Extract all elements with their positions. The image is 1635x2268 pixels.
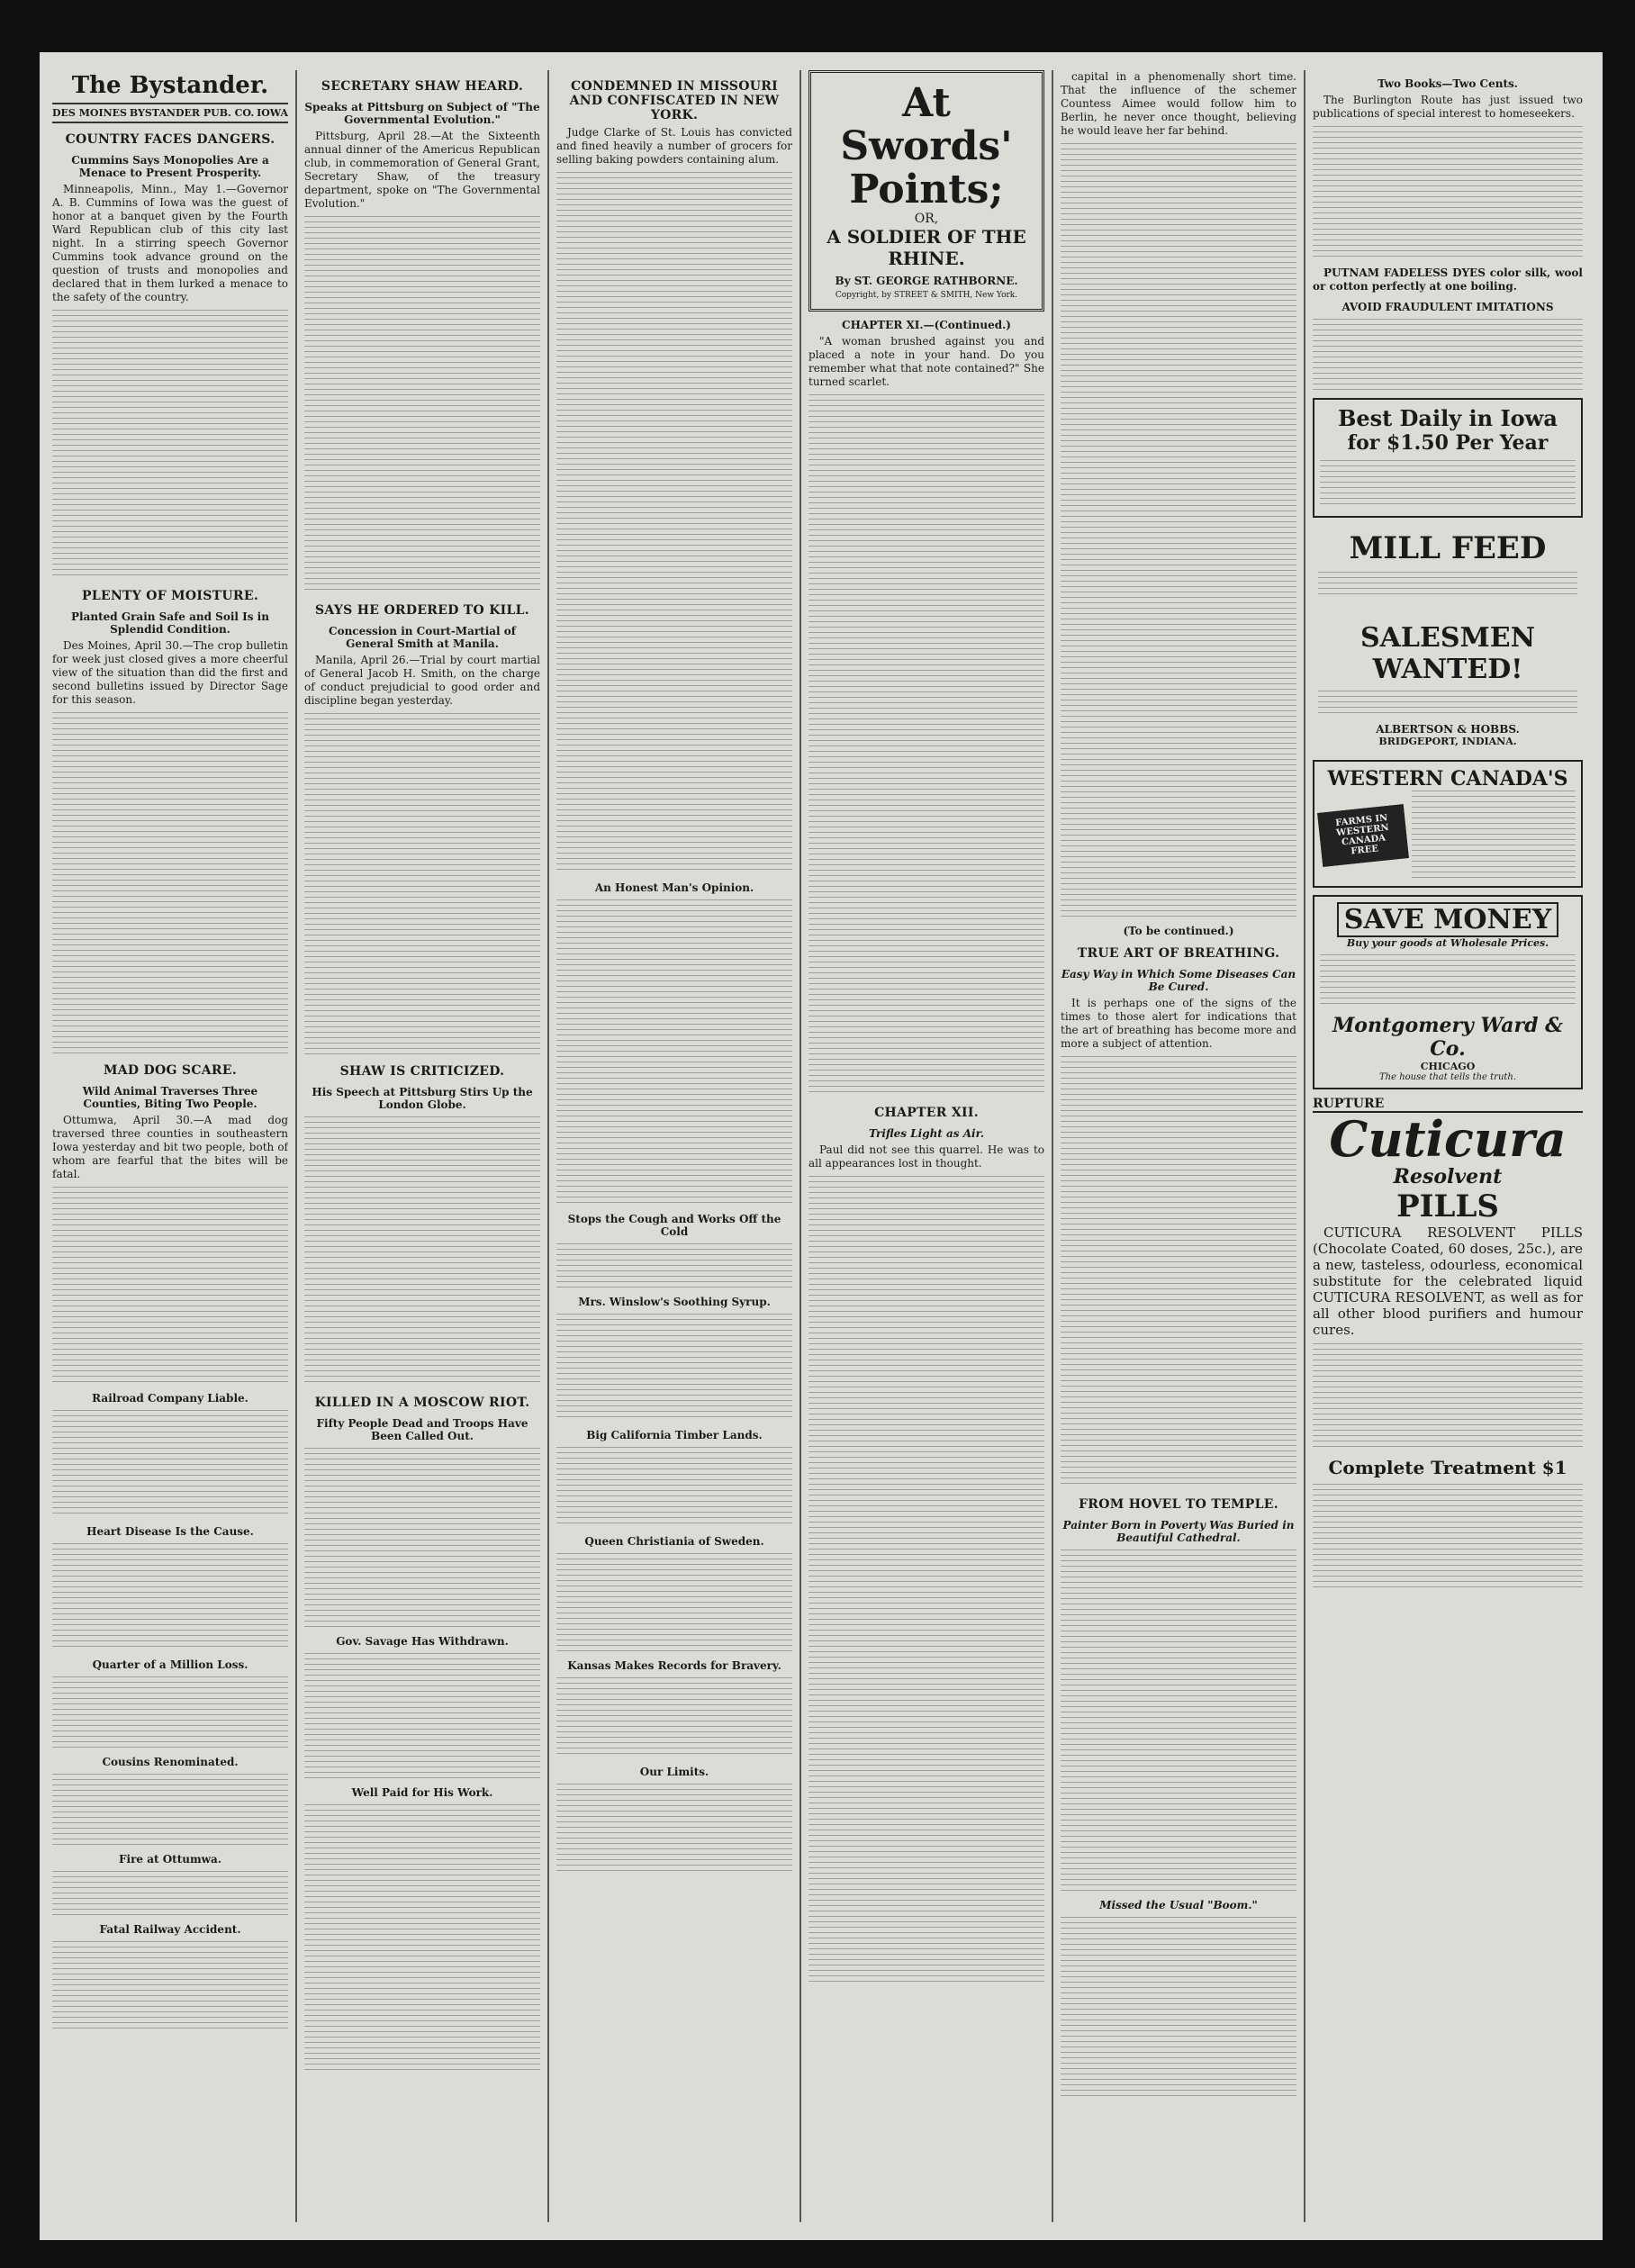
ad-save-money-brand: Montgomery Ward & Co.	[1332, 1014, 1564, 1061]
headline: An Honest Man's Opinion.	[594, 881, 754, 894]
ad-western-canada	[1313, 760, 1583, 888]
article-text: It is perhaps one of the signs of the times to those alert for indications that the art of breathing has become more and more a subject of attention.	[1061, 997, 1296, 1050]
article-text-block	[1061, 1917, 1296, 2097]
serial-or: OR,	[914, 212, 939, 226]
serial-title-box	[808, 70, 1044, 312]
article-text: Paul did not see this quarrel. He was to all appearances lost in thought.	[808, 1143, 1044, 1170]
article-text-block	[304, 216, 540, 594]
article-text: capital in a phenomenally short time. That the influence of the schemer Countess Aimee would follow him to Berlin, he never once thought, believing he would leave her far behind.	[1061, 70, 1296, 137]
ad-western-canada-badge: FARMS IN WESTERN CANADA FREE	[1317, 804, 1409, 867]
article-text-block	[556, 1243, 792, 1288]
ad-text-block	[1412, 791, 1576, 881]
headline: KILLED IN A MOSCOW RIOT.	[314, 1396, 530, 1410]
masthead-info	[52, 104, 288, 123]
article-text-block	[1061, 1056, 1296, 1488]
ad-cuticura-text: CUTICURA RESOLVENT PILLS (Chocolate Coated, 60 doses, 25c.), are a new, tasteless, odourless, economical substitute for the celebrated liquid CUTICURA RESOLVENT, as well as for all other blood purifiers and humour cures.	[1313, 1224, 1583, 1338]
column-rule	[547, 70, 549, 2222]
article-text-block	[808, 394, 1044, 1097]
article-text-block	[556, 172, 792, 874]
headline: Mrs. Winslow's Soothing Syrup.	[578, 1296, 771, 1308]
article-text-block	[52, 1871, 288, 1916]
ad-best-daily-head: Best Daily in Iowa	[1338, 405, 1558, 431]
column-6	[1313, 70, 1583, 2222]
ad-save-money-sub: Buy your goods at Wholesale Prices.	[1346, 937, 1549, 949]
column-4	[808, 70, 1044, 2222]
article-text-block	[304, 713, 540, 1055]
masthead-state: IOWA	[257, 107, 288, 119]
article-text-block	[52, 1187, 288, 1385]
ad-avoid-imitations: AVOID FRAUDULENT IMITATIONS	[1341, 301, 1554, 313]
article-text-block	[52, 1410, 288, 1518]
ad-text-block	[1313, 1484, 1583, 1592]
article-text-block	[556, 1314, 792, 1422]
ad-rupture-head: RUPTURE	[1313, 1097, 1385, 1111]
ad-cuticura-resolvent: Resolvent	[1393, 1165, 1503, 1188]
newspaper-page	[40, 52, 1603, 2240]
ad-best-daily	[1313, 398, 1583, 518]
article-text-block	[304, 1804, 540, 2074]
article-text-block	[304, 1448, 540, 1628]
ad-text-block	[1318, 572, 1577, 599]
column-rule	[295, 70, 297, 2222]
ad-mill-feed	[1313, 525, 1583, 610]
subheadline: Painter Born in Poverty Was Buried in Beautiful Cathedral.	[1062, 1519, 1295, 1544]
article-text-block	[556, 1447, 792, 1528]
article-text-block	[304, 1653, 540, 1779]
ad-save-money-tag: The house that tells the truth.	[1378, 1072, 1517, 1082]
headline: Heart Disease Is the Cause.	[86, 1525, 254, 1538]
ad-text-block	[1320, 954, 1576, 1008]
headline: SHAW IS CRITICIZED.	[339, 1064, 505, 1079]
article-text-block	[556, 1677, 792, 1758]
column-1	[52, 70, 288, 2222]
article-text-block	[52, 712, 288, 1054]
serial-continued: (To be continued.)	[1123, 925, 1234, 937]
headline: Fatal Railway Accident.	[99, 1923, 241, 1936]
headline: TRUE ART OF BREATHING.	[1077, 946, 1280, 961]
headline: Stops the Cough and Works Off the Cold	[567, 1213, 781, 1238]
headline: CONDEMNED IN MISSOURI AND CONFISCATED IN NEW YORK.	[569, 79, 780, 122]
headline: Missed the Usual "Boom."	[1099, 1899, 1258, 1911]
column-5	[1061, 70, 1296, 2222]
ad-salesmen-head: SALESMEN WANTED!	[1359, 622, 1536, 685]
masthead-city: DES MOINES	[52, 107, 127, 119]
ad-salesmen-wanted	[1313, 617, 1583, 753]
ad-text-block	[1320, 460, 1576, 505]
headline: Kansas Makes Records for Bravery.	[567, 1659, 781, 1672]
ad-text-block	[1318, 691, 1577, 718]
headline: SECRETARY SHAW HEARD.	[321, 79, 524, 94]
article-text-block	[556, 899, 792, 1206]
headline: MAD DOG SCARE.	[103, 1063, 238, 1078]
masthead-title: The Bystander.	[52, 70, 288, 104]
headline: FROM HOVEL TO TEMPLE.	[1079, 1497, 1278, 1512]
serial-author: By ST. GEORGE RATHBORNE.	[835, 275, 1018, 287]
article-text-block	[52, 1774, 288, 1846]
ad-putnam: PUTNAM FADELESS DYES color silk, wool or cotton perfectly at one boiling.	[1313, 267, 1583, 293]
article-text-block	[1313, 126, 1583, 261]
ad-save-money	[1313, 895, 1583, 1089]
chapter-subheading: Trifles Light as Air.	[868, 1127, 985, 1140]
subheadline: Wild Animal Traverses Three Counties, Biting Two People.	[82, 1085, 258, 1110]
column-rule	[1304, 70, 1305, 2222]
article-text: "A woman brushed against you and placed a note in your hand. Do you remember what that note contained?" She turned scarlet.	[808, 335, 1044, 388]
article-text-block	[52, 310, 288, 580]
subheadline: Concession in Court-Martial of General Smith at Manila.	[329, 625, 516, 650]
headline: Well Paid for His Work.	[351, 1786, 493, 1799]
article-text-block	[1061, 143, 1296, 917]
article-text: Ottumwa, April 30.—A mad dog traversed three counties in southeastern Iowa yesterday and bit two people, both of whom are fearful that the bites will be fatal.	[52, 1114, 288, 1180]
subheadline: Easy Way in Which Some Diseases Can Be Cured.	[1061, 968, 1296, 993]
article-text-block	[52, 1941, 288, 2031]
article-text: Minneapolis, Minn., May 1.—Governor A. B. Cummins of Iowa was the guest of honor at a banquet given by the Fourth Ward Republican club of this city last night. In a stirring speech Governor Cummins took advance ground on the question of trusts and monopolies and declared that in them lurked a menace to the safety of the country.	[52, 183, 288, 303]
ad-western-canada-head: WESTERN CANADA'S	[1327, 767, 1568, 791]
headline: PLENTY OF MOISTURE.	[82, 589, 258, 603]
headline: Our Limits.	[639, 1766, 709, 1778]
headline: Gov. Savage Has Withdrawn.	[336, 1635, 509, 1648]
headline: Quarter of a Million Loss.	[92, 1658, 248, 1671]
article-text: Manila, April 26.—Trial by court martial of General Jacob H. Smith, on the charge of conduct prejudicial to good order and discipline began yesterday.	[304, 654, 540, 707]
article-text-block	[1313, 319, 1583, 391]
subheadline: Cummins Says Monopolies Are a Menace to Present Prosperity.	[71, 154, 269, 179]
column-3	[556, 70, 792, 2222]
headline: Fire at Ottumwa.	[119, 1853, 221, 1866]
headline: Queen Christiania of Sweden.	[584, 1535, 764, 1548]
subheadline: Fifty People Dead and Troops Have Been Called Out.	[316, 1417, 528, 1442]
article-text: Des Moines, April 30.—The crop bulletin for week just closed gives a more cheerful view of the situation than did the first and second bulletins issued by Director Sage for this season.	[52, 639, 288, 706]
serial-title: At Swords' Points;	[840, 80, 1013, 212]
ad-cuticura-complete: Complete Treatment $1	[1328, 1457, 1567, 1478]
subheadline: Planted Grain Safe and Soil Is in Splendid Condition.	[71, 610, 269, 636]
masthead-publisher: BYSTANDER PUB. CO.	[129, 107, 255, 119]
headline: COUNTRY FACES DANGERS.	[65, 132, 276, 147]
article-text-block	[556, 1784, 792, 1874]
ad-cuticura-pills: PILLS	[1396, 1188, 1499, 1224]
article-text-block	[52, 1676, 288, 1748]
ad-save-money-head: SAVE MONEY	[1337, 902, 1558, 937]
ad-best-daily-price: for $1.50 Per Year	[1347, 431, 1549, 455]
ad-mill-feed-head: MILL FEED	[1349, 530, 1547, 566]
article-text-block	[304, 1116, 540, 1387]
ad-save-money-city: CHICAGO	[1420, 1061, 1476, 1072]
article-text-block	[808, 1176, 1044, 1986]
ad-salesmen-city: BRIDGEPORT, INDIANA.	[1378, 736, 1517, 747]
article-text-block	[1061, 1550, 1296, 1892]
chapter-heading: CHAPTER XII.	[874, 1106, 979, 1120]
subheadline: His Speech at Pittsburg Stirs Up the London Globe.	[312, 1086, 533, 1111]
chapter-heading: CHAPTER XI.—(Continued.)	[842, 319, 1011, 331]
column-2	[304, 70, 540, 2222]
article-text: Pittsburg, April 28.—At the Sixteenth annual dinner of the Americus Republican club, in commemoration of General Grant, Secretary Shaw, of the treasury department, spoke on "The Governmental Evolution."	[304, 130, 540, 210]
column-rule	[1052, 70, 1053, 2222]
serial-copyright: Copyright, by STREET & SMITH, New York.	[835, 291, 1018, 300]
headline: Two Books—Two Cents.	[1378, 77, 1518, 90]
headline: SAYS HE ORDERED TO KILL.	[315, 603, 529, 618]
headline: Cousins Renominated.	[102, 1756, 239, 1768]
article-text-block	[556, 1553, 792, 1652]
serial-subtitle: A SOLDIER OF THE RHINE.	[827, 226, 1026, 269]
article-text: The Burlington Route has just issued two publications of special interest to homeseekers.	[1313, 94, 1583, 120]
ad-cuticura-brand: Cuticura	[1329, 1110, 1567, 1168]
headline: Big California Timber Lands.	[586, 1429, 763, 1441]
headline: Railroad Company Liable.	[92, 1392, 248, 1405]
ad-text-block	[1313, 1343, 1583, 1451]
column-rule	[799, 70, 801, 2222]
article-text-block	[52, 1543, 288, 1651]
ad-salesmen-company: ALBERTSON & HOBBS.	[1376, 723, 1520, 736]
article-text: Judge Clarke of St. Louis has convicted and fined heavily a number of grocers for selling baking powders containing alum.	[556, 126, 792, 166]
subheadline: Speaks at Pittsburg on Subject of "The Governmental Evolution."	[304, 101, 540, 126]
